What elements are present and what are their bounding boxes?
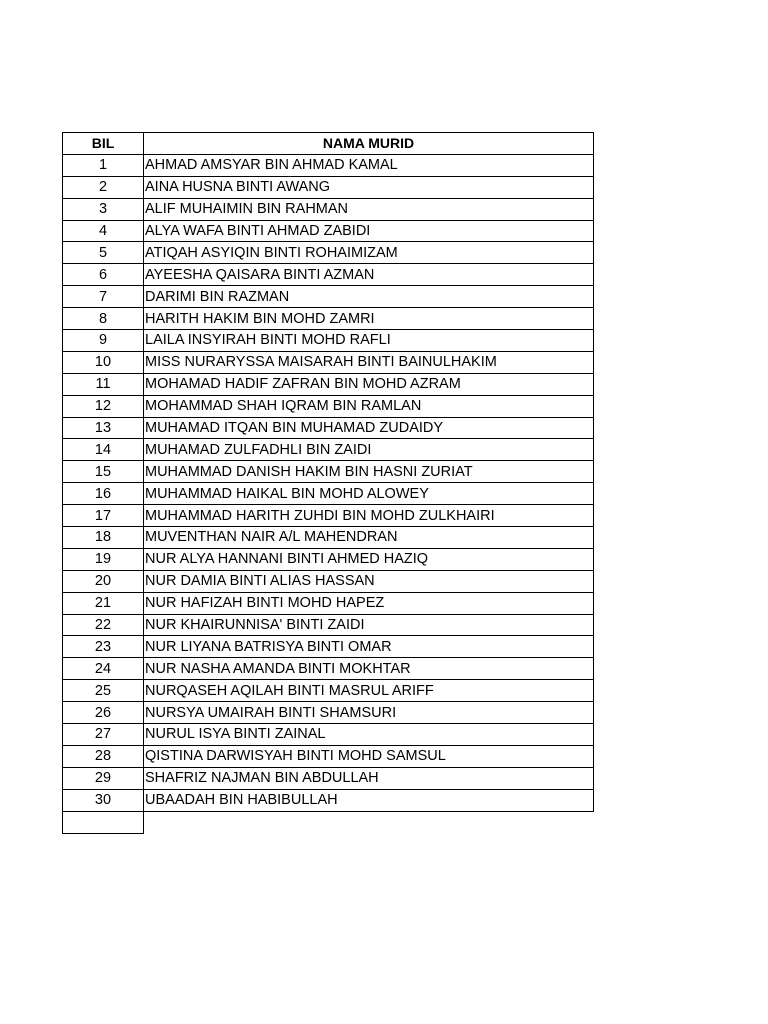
table-row (63, 154, 594, 176)
student-name-cell: MUVENTHAN NAIR A/L MAHENDRAN (144, 527, 594, 549)
student-name-cell: NURQASEH AQILAH BINTI MASRUL ARIFF (144, 680, 594, 702)
student-name-cell: NUR ALYA HANNANI BINTI AHMED HAZIQ (144, 548, 594, 570)
row-number-cell: 28 (63, 745, 144, 767)
row-number-cell: 22 (63, 614, 144, 636)
row-number-cell: 12 (63, 395, 144, 417)
table-row (63, 680, 594, 702)
student-name-cell: ALYA WAFA BINTI AHMAD ZABIDI (144, 220, 594, 242)
row-number-cell: 24 (63, 658, 144, 680)
table-row (63, 242, 594, 264)
student-name-cell: DARIMI BIN RAZMAN (144, 286, 594, 308)
table-row (63, 570, 594, 592)
student-name-cell: NUR LIYANA BATRISYA BINTI OMAR (144, 636, 594, 658)
row-number-cell: 26 (63, 702, 144, 724)
table-row (63, 373, 594, 395)
row-number-cell: 6 (63, 264, 144, 286)
row-number-cell: 27 (63, 724, 144, 746)
table-row (63, 614, 594, 636)
row-number-cell: 4 (63, 220, 144, 242)
row-number-cell: 15 (63, 461, 144, 483)
row-number-cell: 29 (63, 767, 144, 789)
row-number-cell: 2 (63, 176, 144, 198)
table-row (63, 724, 594, 746)
student-name-cell: LAILA INSYIRAH BINTI MOHD RAFLI (144, 330, 594, 352)
table-row (63, 286, 594, 308)
student-name-cell: MUHAMAD ITQAN BIN MUHAMAD ZUDAIDY (144, 417, 594, 439)
table-row (63, 483, 594, 505)
student-name-cell: MOHAMMAD SHAH IQRAM BIN RAMLAN (144, 395, 594, 417)
empty-cell (63, 811, 144, 833)
row-number-cell: 14 (63, 439, 144, 461)
table-row (63, 198, 594, 220)
row-number-cell: 5 (63, 242, 144, 264)
table-body (63, 154, 594, 833)
row-number-cell: 16 (63, 483, 144, 505)
table-row (63, 702, 594, 724)
student-name-cell: ALIF MUHAIMIN BIN RAHMAN (144, 198, 594, 220)
student-name-cell: MUHAMAD ZULFADHLI BIN ZAIDI (144, 439, 594, 461)
table-row (63, 658, 594, 680)
table-header-row (63, 133, 594, 155)
row-number-cell: 30 (63, 789, 144, 811)
table-row (63, 330, 594, 352)
student-name-cell: MISS NURARYSSA MAISARAH BINTI BAINULHAKIM (144, 351, 594, 373)
table-row (63, 789, 594, 811)
header-bil: BIL (63, 133, 144, 155)
empty-row (63, 811, 594, 833)
table-row (63, 176, 594, 198)
student-name-cell: QISTINA DARWISYAH BINTI MOHD SAMSUL (144, 745, 594, 767)
row-number-cell: 19 (63, 548, 144, 570)
row-number-cell: 7 (63, 286, 144, 308)
row-number-cell: 11 (63, 373, 144, 395)
row-number-cell: 23 (63, 636, 144, 658)
table-row (63, 220, 594, 242)
student-name-cell: NUR DAMIA BINTI ALIAS HASSAN (144, 570, 594, 592)
student-name-cell: AYEESHA QAISARA BINTI AZMAN (144, 264, 594, 286)
table-row (63, 636, 594, 658)
table-row (63, 461, 594, 483)
row-number-cell: 1 (63, 154, 144, 176)
student-name-cell: MOHAMAD HADIF ZAFRAN BIN MOHD AZRAM (144, 373, 594, 395)
table-row (63, 505, 594, 527)
table-row (63, 527, 594, 549)
table-row (63, 592, 594, 614)
student-name-cell: NUR NASHA AMANDA BINTI MOKHTAR (144, 658, 594, 680)
header-nama-murid: NAMA MURID (144, 133, 594, 155)
student-name-cell: NUR KHAIRUNNISA' BINTI ZAIDI (144, 614, 594, 636)
row-number-cell: 21 (63, 592, 144, 614)
row-number-cell: 25 (63, 680, 144, 702)
row-number-cell: 18 (63, 527, 144, 549)
table-row (63, 351, 594, 373)
student-name-cell: ATIQAH ASYIQIN BINTI ROHAIMIZAM (144, 242, 594, 264)
table-row (63, 548, 594, 570)
row-number-cell: 3 (63, 198, 144, 220)
row-number-cell: 8 (63, 308, 144, 330)
empty-cell (144, 811, 594, 833)
student-name-cell: MUHAMMAD HARITH ZUHDI BIN MOHD ZULKHAIRI (144, 505, 594, 527)
table-row (63, 417, 594, 439)
table-row (63, 395, 594, 417)
row-number-cell: 17 (63, 505, 144, 527)
table-row (63, 308, 594, 330)
table-row (63, 767, 594, 789)
student-name-cell: UBAADAH BIN HABIBULLAH (144, 789, 594, 811)
student-name-cell: MUHAMMAD DANISH HAKIM BIN HASNI ZURIAT (144, 461, 594, 483)
row-number-cell: 13 (63, 417, 144, 439)
table-row (63, 264, 594, 286)
student-name-cell: AINA HUSNA BINTI AWANG (144, 176, 594, 198)
student-name-cell: AHMAD AMSYAR BIN AHMAD KAMAL (144, 154, 594, 176)
row-number-cell: 20 (63, 570, 144, 592)
student-name-cell: HARITH HAKIM BIN MOHD ZAMRI (144, 308, 594, 330)
student-name-cell: NUR HAFIZAH BINTI MOHD HAPEZ (144, 592, 594, 614)
row-number-cell: 10 (63, 351, 144, 373)
student-name-cell: NURUL ISYA BINTI ZAINAL (144, 724, 594, 746)
student-name-cell: SHAFRIZ NAJMAN BIN ABDULLAH (144, 767, 594, 789)
table-row (63, 745, 594, 767)
student-name-cell: NURSYA UMAIRAH BINTI SHAMSURI (144, 702, 594, 724)
student-list-table (62, 132, 594, 834)
row-number-cell: 9 (63, 330, 144, 352)
table-row (63, 439, 594, 461)
student-name-cell: MUHAMMAD HAIKAL BIN MOHD ALOWEY (144, 483, 594, 505)
